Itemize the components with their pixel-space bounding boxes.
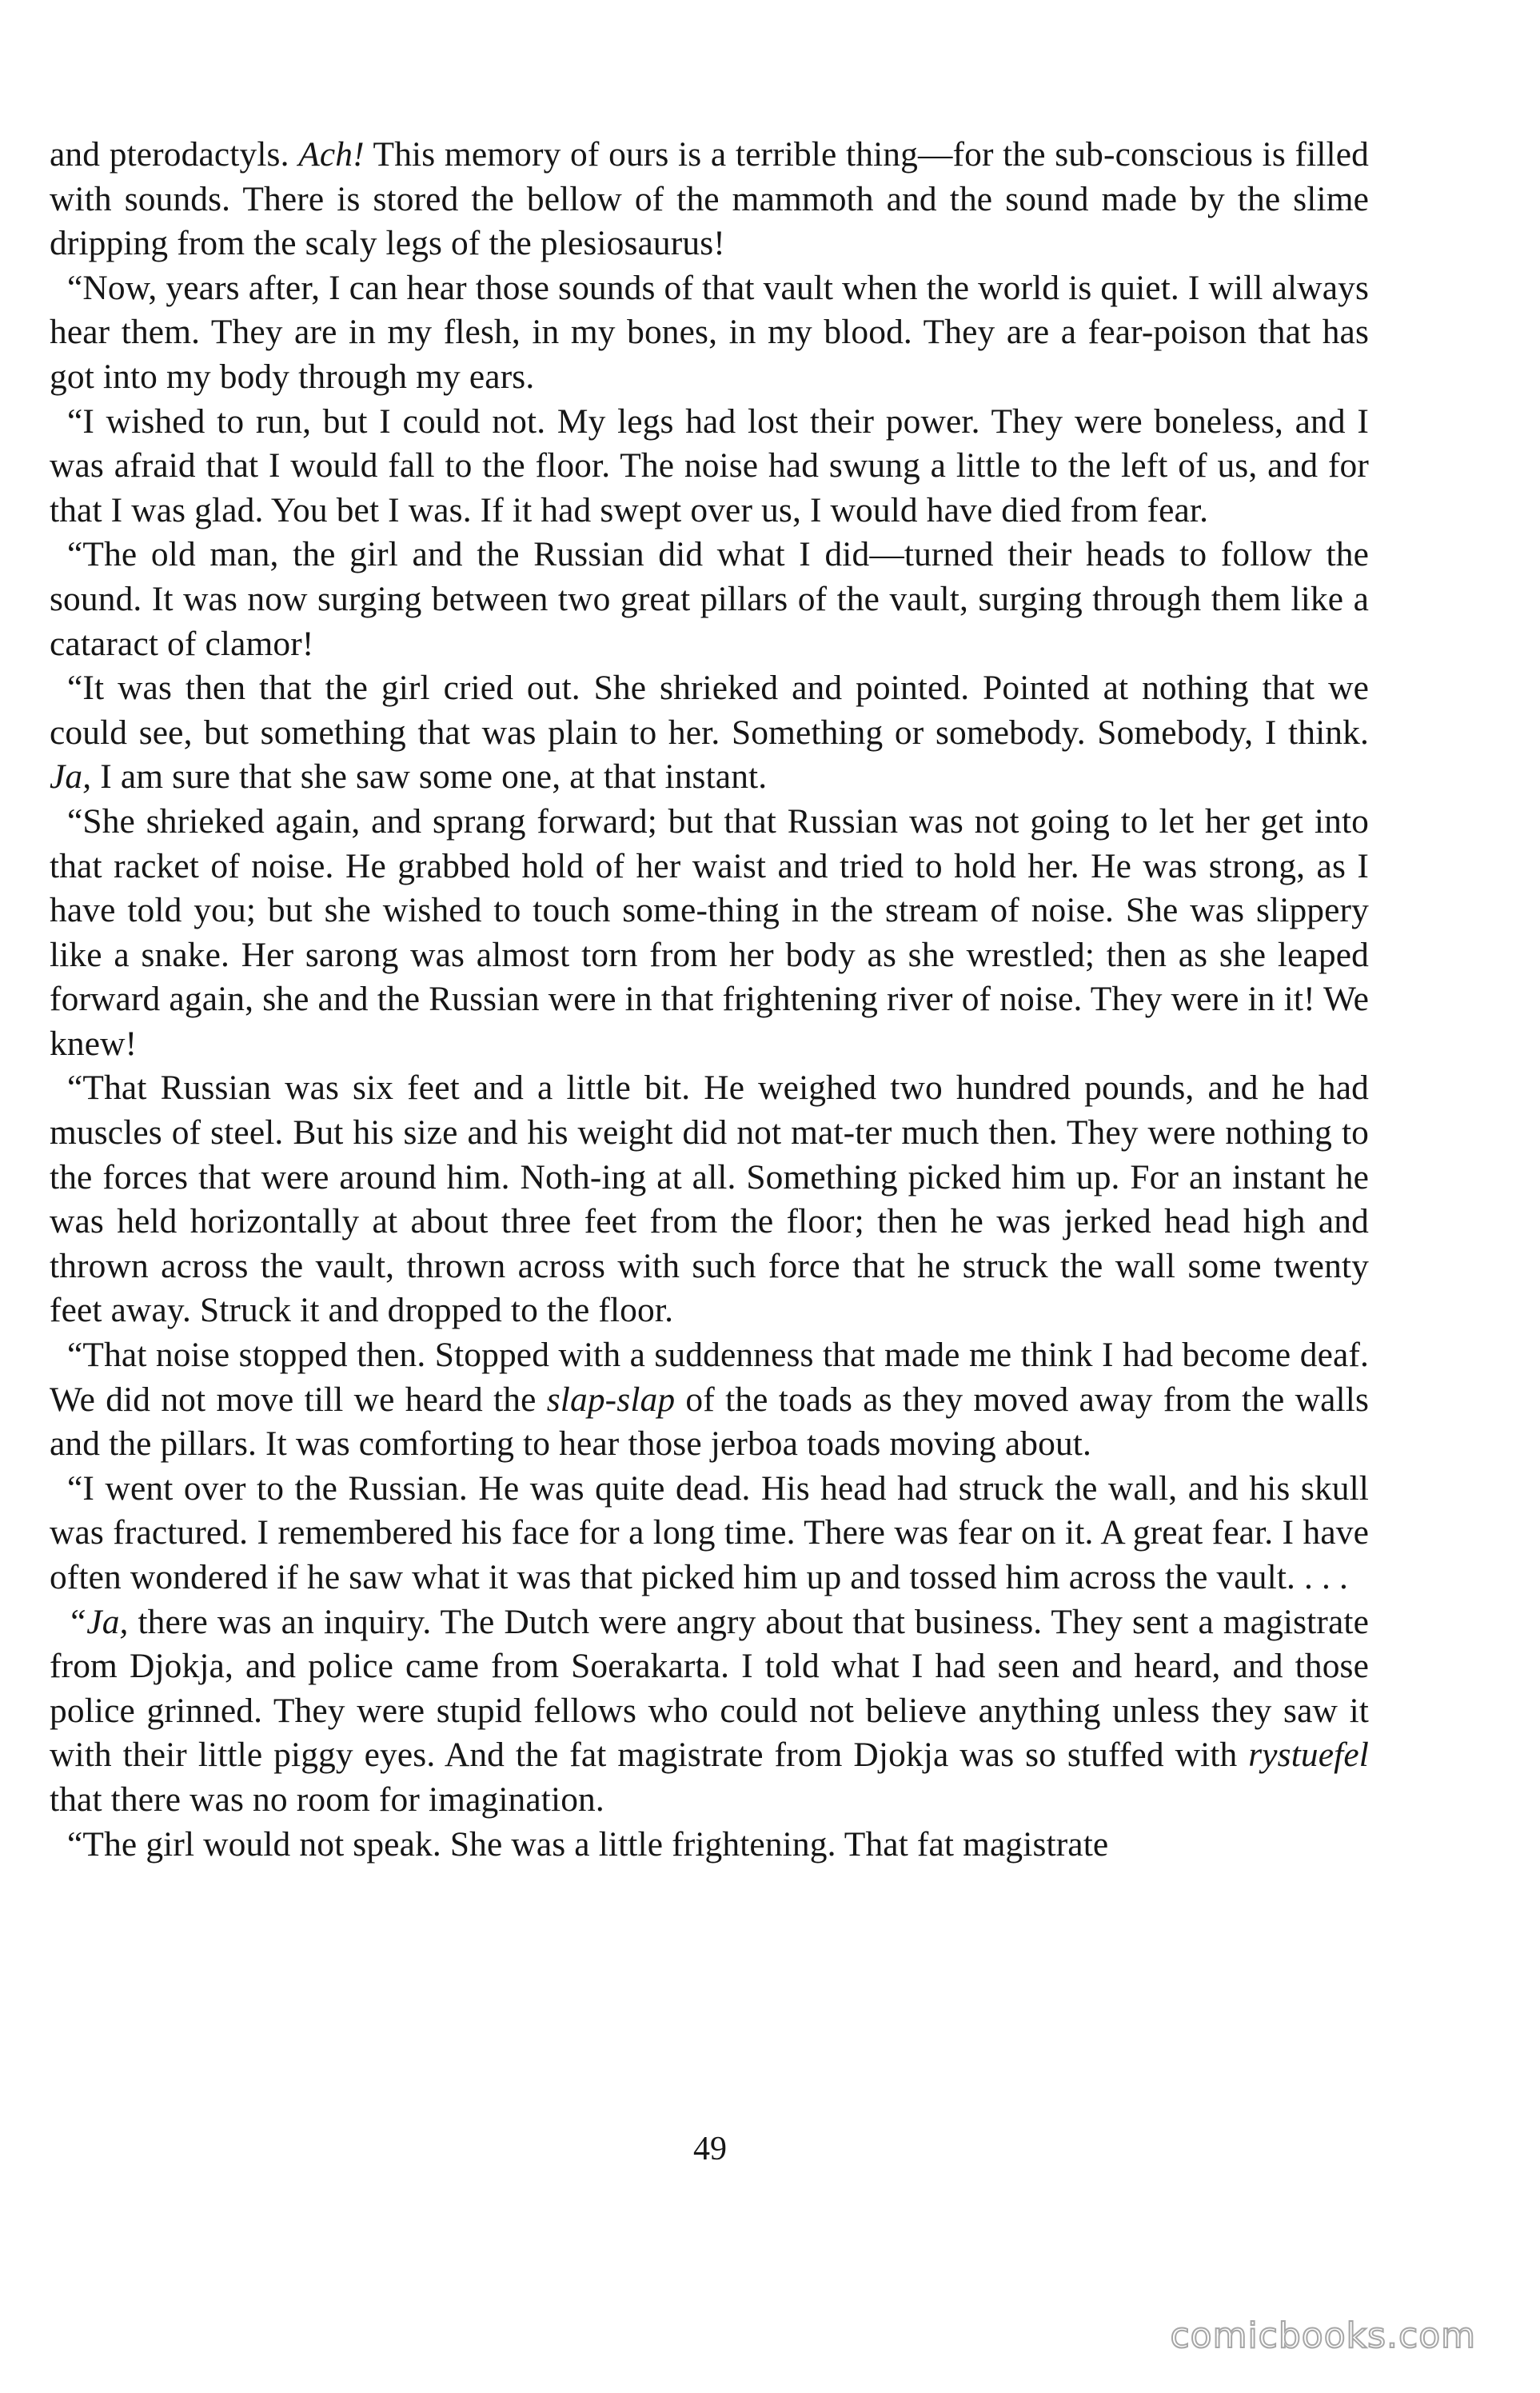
text-run: “Now, years after, I can hear those sounds of that vault when the world is quiet. I will always hear them. They are in my flesh, in my bones, in my blood. They are a fear-poison that has got into my body through my ears. xyxy=(50,268,1369,396)
text-run: This memory of ours is a terrible thing—for the sub-conscious is filled with sounds. There is stored the bellow of the mammoth and the sound made by the slime dripping from the scaly legs of the plesiosaurus! xyxy=(50,135,1369,263)
text-run: “I wished to run, but I could not. My legs had lost their power. They were boneless, and I was afraid that I would fall to the floor. The noise had swung a little to the left of us, and for that I was glad. You bet I was. If it had swept over us, I would have died from fear. xyxy=(50,401,1369,529)
paragraph xyxy=(50,133,1369,266)
text-run: and pterodactyls. xyxy=(50,135,299,174)
text-run: “That noise stopped then. Stopped with a suddenness that made me think I had become deaf. We did not move till we heard the xyxy=(50,1336,1369,1419)
paragraph xyxy=(50,266,1369,400)
text-run: “That Russian was six feet and a little bit. He weighed two hundred pounds, and he had muscles of steel. But his size and his weight did not mat-ter much then. They were nothing to the forces that were around him. Noth-ing at all. Something picked him up. For an instant he was held horizontally at about three feet from the floor; then he was jerked head high and thrown across the vault, thrown across with such force that he struck the wall some twenty feet away. Struck it and dropped to the floor. xyxy=(50,1069,1369,1330)
italic-text: Ja, xyxy=(50,757,92,797)
paragraph xyxy=(50,666,1369,800)
paragraph xyxy=(50,1066,1369,1333)
paragraph xyxy=(50,533,1369,666)
text-run: “It was then that the girl cried out. She shrieked and pointed. Pointed at nothing that we could see, but something that was plain to her. Something or somebody. Somebody, I think. xyxy=(50,669,1369,752)
italic-text: rystuefel xyxy=(1248,1736,1369,1775)
watermark: comicbooks.com xyxy=(1170,2315,1476,2356)
text-run: “The old man, the girl and the Russian did what I did—turned their heads to follow the sound. It was now surging between two great pillars of the vault, surging through them like a cataract of clamor! xyxy=(50,535,1369,663)
body-text xyxy=(50,133,1369,1867)
italic-text: “Ja, xyxy=(67,1602,129,1641)
text-run: of the toads as they moved away from the walls and the pillars. It was comforting to hear those jerboa toads moving about. xyxy=(50,1380,1369,1464)
paragraph xyxy=(50,400,1369,533)
text-run: that there was no room for imagination. xyxy=(50,1780,604,1819)
paragraph xyxy=(50,1333,1369,1467)
paragraph xyxy=(50,800,1369,1067)
paragraph xyxy=(50,1823,1369,1868)
text-run: “She shrieked again, and sprang forward; but that Russian was not going to let her get into that racket of noise. He grabbed hold of her waist and tried to hold her. He was strong, as I have told you; but she wished to touch some-thing in the stream of noise. She was slippery like a snake. Her sarong was almost torn from her body as she wrestled; then as she leaped forward again, she and the Russian were in that frightening river of noise. They were in it! We knew! xyxy=(50,801,1369,1063)
text-run: there was an inquiry. The Dutch were angry about that business. They sent a magistrate from Djokja, and police came from Soerakarta. I told what I had seen and heard, and those police grinned. They were stupid fellows who could not believe anything unless they saw it with their little piggy eyes. And the fat magistrate from Djokja was so stuffed with xyxy=(50,1602,1369,1775)
paragraph xyxy=(50,1467,1369,1600)
text-run: “The girl would not speak. She was a little frightening. That fat magistrate xyxy=(67,1824,1109,1864)
italic-text: slap-slap xyxy=(546,1380,676,1419)
text-run: I am sure that she saw some one, at that instant. xyxy=(91,757,768,797)
text-run: “I went over to the Russian. He was quite dead. His head had struck the wall, and his skull was fractured. I remembered his face for a long time. There was fear on it. A great fear. I have often wondered if he saw what it was that picked him up and tossed him across the vault. . . . xyxy=(50,1468,1369,1596)
paragraph xyxy=(50,1600,1369,1823)
page-number: 49 xyxy=(693,2131,727,2167)
italic-text: Ach! xyxy=(298,135,365,174)
